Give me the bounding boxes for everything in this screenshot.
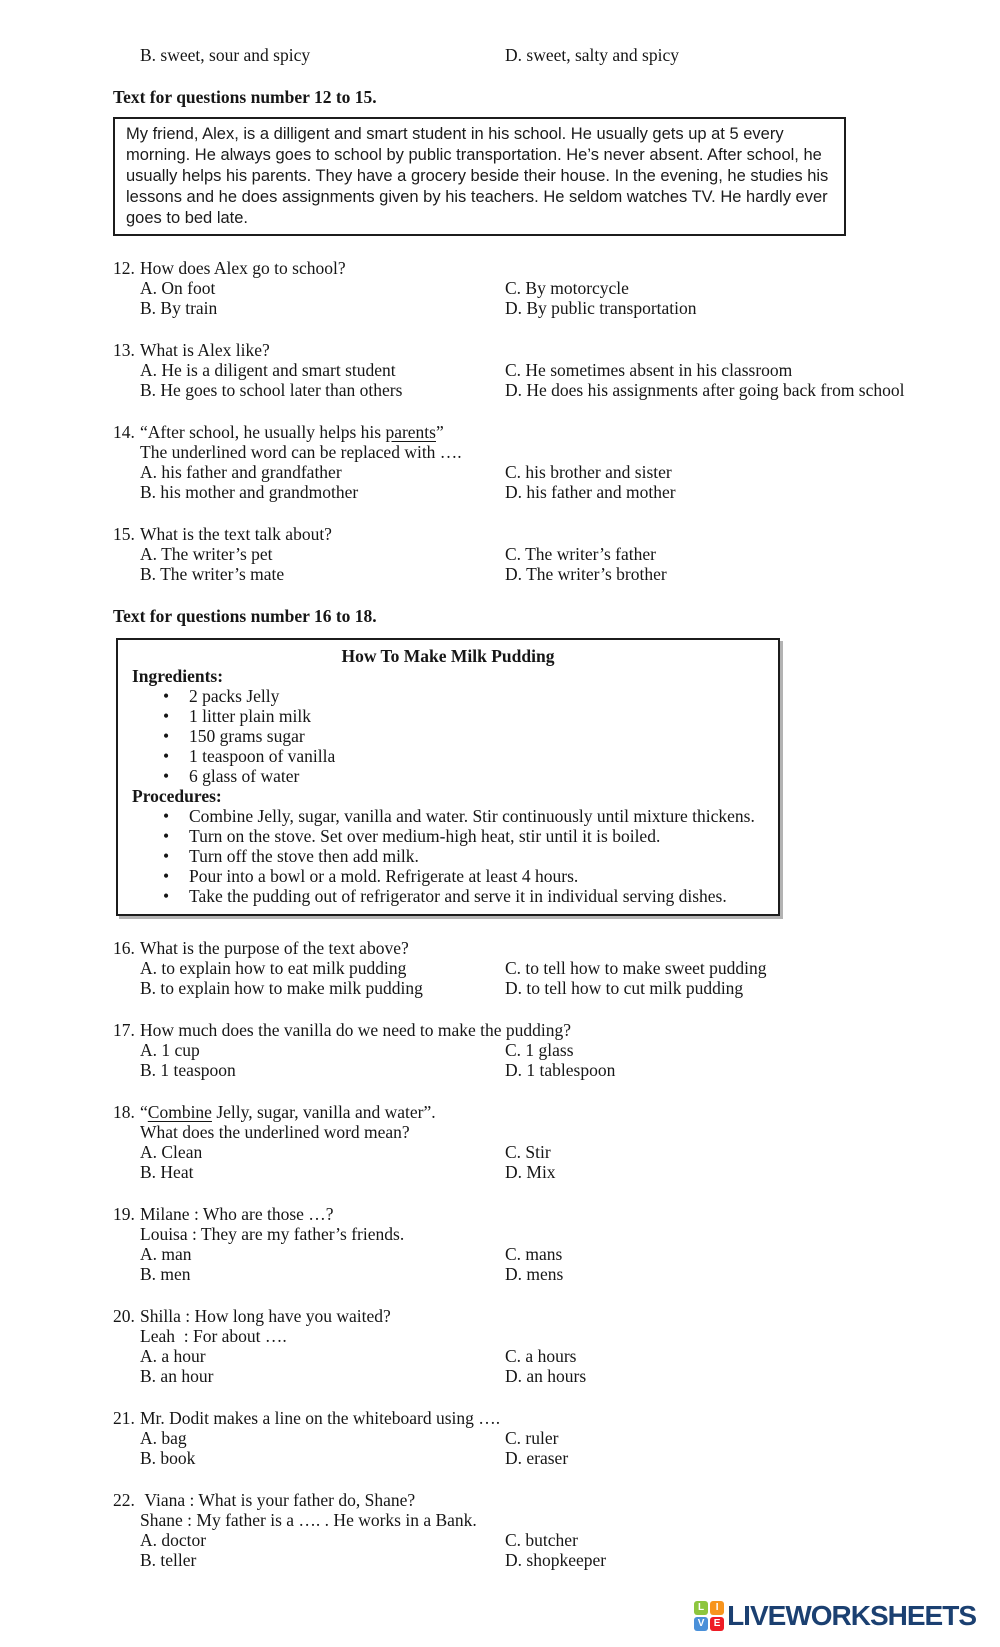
question-text-segment: Viana : What is your father do, Shane? xyxy=(140,1490,416,1510)
ingredient-item: • 2 packs Jelly xyxy=(163,686,764,706)
procedure-step: • Take the pudding out of refrigerator and serve it in individual serving dishes. xyxy=(163,886,764,906)
question-number: 20. xyxy=(113,1306,135,1326)
option-c[interactable]: C. his brother and sister xyxy=(505,462,672,482)
question-15 xyxy=(113,524,1000,584)
options-row xyxy=(140,278,1000,298)
question-text-segment: Shane : My father is a …. . He works in a Bank. xyxy=(140,1510,477,1530)
option-d[interactable]: D. eraser xyxy=(505,1448,569,1468)
question-text-segment: What is the text talk about? xyxy=(140,524,332,544)
question-text-segment: “After school, he usually helps his xyxy=(140,422,386,442)
options-row xyxy=(140,298,1000,318)
option-a[interactable]: A. to explain how to eat milk pudding xyxy=(140,958,407,978)
option-b[interactable]: B. his mother and grandmother xyxy=(140,482,359,502)
option-b[interactable]: B. He goes to school later than others xyxy=(140,380,403,400)
underlined-word: parents xyxy=(385,422,436,442)
option-a[interactable]: A. man xyxy=(140,1244,192,1264)
question-line xyxy=(113,1102,1000,1122)
question-line xyxy=(113,1020,1000,1040)
question-text xyxy=(140,340,270,360)
question-text-segment: Mr. Dodit makes a line on the whiteboard using …. xyxy=(140,1408,501,1428)
question-text-segment: Shilla : How long have you waited? xyxy=(140,1306,391,1326)
option-a[interactable]: A. The writer’s pet xyxy=(140,544,273,564)
option-a[interactable]: A. He is a diligent and smart student xyxy=(140,360,396,380)
option-d[interactable]: D. The writer’s brother xyxy=(505,564,667,584)
question-text xyxy=(140,1490,415,1510)
question-number: 22. xyxy=(113,1490,135,1510)
question-text-segment: Milane : Who are those …? xyxy=(140,1204,334,1224)
option-a[interactable]: A. his father and grandfather xyxy=(140,462,342,482)
passage-line: morning. He always goes to school by public transportation. He’s never absent. After school, he xyxy=(126,146,822,164)
question-number: 17. xyxy=(113,1020,135,1040)
question-text xyxy=(140,1326,287,1346)
question-text-segment: What is Alex like? xyxy=(140,340,270,360)
options-row xyxy=(140,1264,1000,1284)
options-row xyxy=(140,544,1000,564)
question-text xyxy=(140,442,462,462)
options-row xyxy=(140,1550,1000,1570)
question-text xyxy=(140,524,332,544)
options-row xyxy=(140,1244,1000,1264)
options-row xyxy=(140,462,1000,482)
options-row xyxy=(140,380,1000,400)
option-b[interactable]: B. The writer’s mate xyxy=(140,564,285,584)
question-number: 18. xyxy=(113,1102,135,1122)
option-b[interactable]: B. men xyxy=(140,1264,191,1284)
question-text-segment: What is the purpose of the text above? xyxy=(140,938,409,958)
question-line-continuation xyxy=(113,1510,1000,1530)
question-number: 15. xyxy=(113,524,135,544)
recipe-box xyxy=(116,638,780,916)
ingredient-item: • 150 grams sugar xyxy=(163,726,764,746)
options-row xyxy=(140,564,1000,584)
question-number: 14. xyxy=(113,422,135,442)
option-d[interactable]: D. mens xyxy=(505,1264,564,1284)
question-text xyxy=(140,422,444,442)
option-d[interactable]: D. his father and mother xyxy=(505,482,676,502)
procedure-step: • Turn on the stove. Set over medium-high heat, stir until it is boiled. xyxy=(163,826,764,846)
question-16 xyxy=(113,938,1000,998)
option-a[interactable]: A. 1 cup xyxy=(140,1040,200,1060)
question-text-segment: Jelly, sugar, vanilla and water”. xyxy=(211,1102,436,1122)
question-number: 21. xyxy=(113,1408,135,1428)
questions-16-22 xyxy=(0,938,1000,1570)
options-row xyxy=(140,1142,1000,1162)
option-c[interactable]: C. butcher xyxy=(505,1530,578,1550)
ingredients-label: Ingredients: xyxy=(132,666,224,686)
option-a[interactable]: A. doctor xyxy=(140,1530,207,1550)
option-c[interactable]: C. a hours xyxy=(505,1346,577,1366)
question-12 xyxy=(113,258,1000,318)
options-row xyxy=(140,1530,1000,1550)
question-text xyxy=(140,1020,571,1040)
question-number: 12. xyxy=(113,258,135,278)
question-number: 19. xyxy=(113,1204,135,1224)
question-text-segment: How much does the vanilla do we need to make the pudding? xyxy=(140,1020,572,1040)
question-22 xyxy=(113,1490,1000,1570)
question-line xyxy=(113,938,1000,958)
option-d[interactable]: D. to tell how to cut milk pudding xyxy=(505,978,744,998)
option-d[interactable]: D. shopkeeper xyxy=(505,1550,607,1570)
underlined-word: Combine xyxy=(147,1102,212,1122)
passage-line: goes to bed late. xyxy=(126,209,249,227)
question-line xyxy=(113,1490,1000,1510)
option-b[interactable]: B. Heat xyxy=(140,1162,194,1182)
section-heading-12-15: Text for questions number 12 to 15. xyxy=(113,87,377,107)
option-c[interactable]: C. By motorcycle xyxy=(505,278,629,298)
answer-option-d[interactable]: D. sweet, salty and spicy xyxy=(505,45,679,65)
logo-wordmark: LIVEWORKSHEETS xyxy=(727,1600,976,1631)
option-b[interactable]: B. book xyxy=(140,1448,196,1468)
ingredient-item: • 1 teaspoon of vanilla xyxy=(163,746,764,766)
option-a[interactable]: A. bag xyxy=(140,1428,187,1448)
logo-tile-e: E xyxy=(710,1617,724,1631)
question-text xyxy=(140,1224,404,1244)
options-row xyxy=(140,1346,1000,1366)
question-18 xyxy=(113,1102,1000,1182)
option-c[interactable]: C. He sometimes absent in his classroom xyxy=(505,360,793,380)
question-number: 13. xyxy=(113,340,135,360)
question-19 xyxy=(113,1204,1000,1284)
logo-tile-v: V xyxy=(694,1617,708,1631)
option-c[interactable]: C. The writer’s father xyxy=(505,544,656,564)
recipe-title: How To Make Milk Pudding xyxy=(341,646,555,666)
ingredients-list xyxy=(132,686,764,786)
question-line xyxy=(113,340,1000,360)
options-row xyxy=(140,360,1000,380)
question-number: 16. xyxy=(113,938,135,958)
option-b[interactable]: B. By train xyxy=(140,298,218,318)
question-20 xyxy=(113,1306,1000,1386)
options-row xyxy=(140,1448,1000,1468)
procedure-step: • Turn off the stove then add milk. xyxy=(163,846,764,866)
question-text xyxy=(140,1510,477,1530)
question-text-segment: How does Alex go to school? xyxy=(140,258,346,278)
option-b[interactable]: B. 1 teaspoon xyxy=(140,1060,236,1080)
question-line xyxy=(113,524,1000,544)
question-text xyxy=(140,1122,410,1142)
question-line xyxy=(113,1204,1000,1224)
question-text xyxy=(140,1204,334,1224)
question-21 xyxy=(113,1408,1000,1468)
option-d[interactable]: D. an hours xyxy=(505,1366,587,1386)
question-text xyxy=(140,938,409,958)
option-d[interactable]: D. By public transportation xyxy=(505,298,697,318)
question-text-segment: Louisa : They are my father’s friends. xyxy=(140,1224,405,1244)
question-text xyxy=(140,1306,391,1326)
option-c[interactable]: C. ruler xyxy=(505,1428,559,1448)
question-line xyxy=(113,1408,1000,1428)
passage-line: usually helps his parents. They have a grocery beside their house. In the evening, he studies his xyxy=(126,167,829,185)
option-c[interactable]: C. mans xyxy=(505,1244,563,1264)
liveworksheets-logo-icon xyxy=(694,1601,724,1631)
question-line-continuation xyxy=(113,1122,1000,1142)
option-b[interactable]: B. teller xyxy=(140,1550,197,1570)
question-text xyxy=(140,1408,500,1428)
procedures-label: Procedures: xyxy=(132,786,222,806)
options-row xyxy=(140,1040,1000,1060)
question-text-segment: The underlined word can be replaced with …. xyxy=(140,442,462,462)
option-d[interactable]: D. 1 tablespoon xyxy=(505,1060,616,1080)
options-row xyxy=(140,1162,1000,1182)
options-row xyxy=(140,1366,1000,1386)
answer-option-b[interactable]: B. sweet, sour and spicy xyxy=(140,45,311,65)
option-c[interactable]: C. 1 glass xyxy=(505,1040,574,1060)
reading-passage-box xyxy=(113,117,846,236)
question-13 xyxy=(113,340,1000,400)
procedure-step: • Combine Jelly, sugar, vanilla and water. Stir continuously until mixture thickens. xyxy=(163,806,764,826)
passage-line: lessons and he does assignments given by his teachers. He seldom watches TV. He hardly ever xyxy=(126,188,828,206)
option-d[interactable]: D. Mix xyxy=(505,1162,556,1182)
section-heading-16-18: Text for questions number 16 to 18. xyxy=(113,606,377,626)
question-line xyxy=(113,1306,1000,1326)
option-a[interactable]: A. On foot xyxy=(140,278,216,298)
option-b[interactable]: B. an hour xyxy=(140,1366,214,1386)
options-row xyxy=(140,1428,1000,1448)
option-d[interactable]: D. He does his assignments after going back from school xyxy=(505,380,905,400)
option-a[interactable]: A. Clean xyxy=(140,1142,203,1162)
options-row xyxy=(140,958,1000,978)
logo-tile-i: I xyxy=(710,1601,724,1615)
liveworksheets-logo[interactable] xyxy=(694,1600,976,1632)
ingredient-item: • 6 glass of water xyxy=(163,766,764,786)
option-c[interactable]: C. Stir xyxy=(505,1142,551,1162)
question-text-segment: What does the underlined word mean? xyxy=(140,1122,410,1142)
question-line xyxy=(113,258,1000,278)
logo-tile-l: L xyxy=(694,1601,708,1615)
option-b[interactable]: B. to explain how to make milk pudding xyxy=(140,978,423,998)
option-a[interactable]: A. a hour xyxy=(140,1346,206,1366)
question-line xyxy=(113,422,1000,442)
question-line-continuation xyxy=(113,1224,1000,1244)
passage-line: My friend, Alex, is a dilligent and smart student in his school. He usually gets up at 5 every xyxy=(126,125,784,143)
questions-12-15 xyxy=(0,258,1000,584)
procedures-list xyxy=(132,806,764,906)
question-text-segment: “ xyxy=(140,1102,148,1122)
question-line-continuation xyxy=(113,442,1000,462)
question-text-segment: Leah : For about …. xyxy=(140,1326,287,1346)
question-line-continuation xyxy=(113,1326,1000,1346)
options-row xyxy=(140,1060,1000,1080)
previous-question-options xyxy=(0,0,1000,65)
question-text-segment: ” xyxy=(435,422,444,442)
options-row xyxy=(140,482,1000,502)
question-text xyxy=(140,1102,436,1122)
question-text xyxy=(140,258,346,278)
procedure-step: • Pour into a bowl or a mold. Refrigerate at least 4 hours. xyxy=(163,866,764,886)
ingredient-item: • 1 litter plain milk xyxy=(163,706,764,726)
question-17 xyxy=(113,1020,1000,1080)
options-row xyxy=(140,978,1000,998)
option-c[interactable]: C. to tell how to make sweet pudding xyxy=(505,958,767,978)
question-14 xyxy=(113,422,1000,502)
